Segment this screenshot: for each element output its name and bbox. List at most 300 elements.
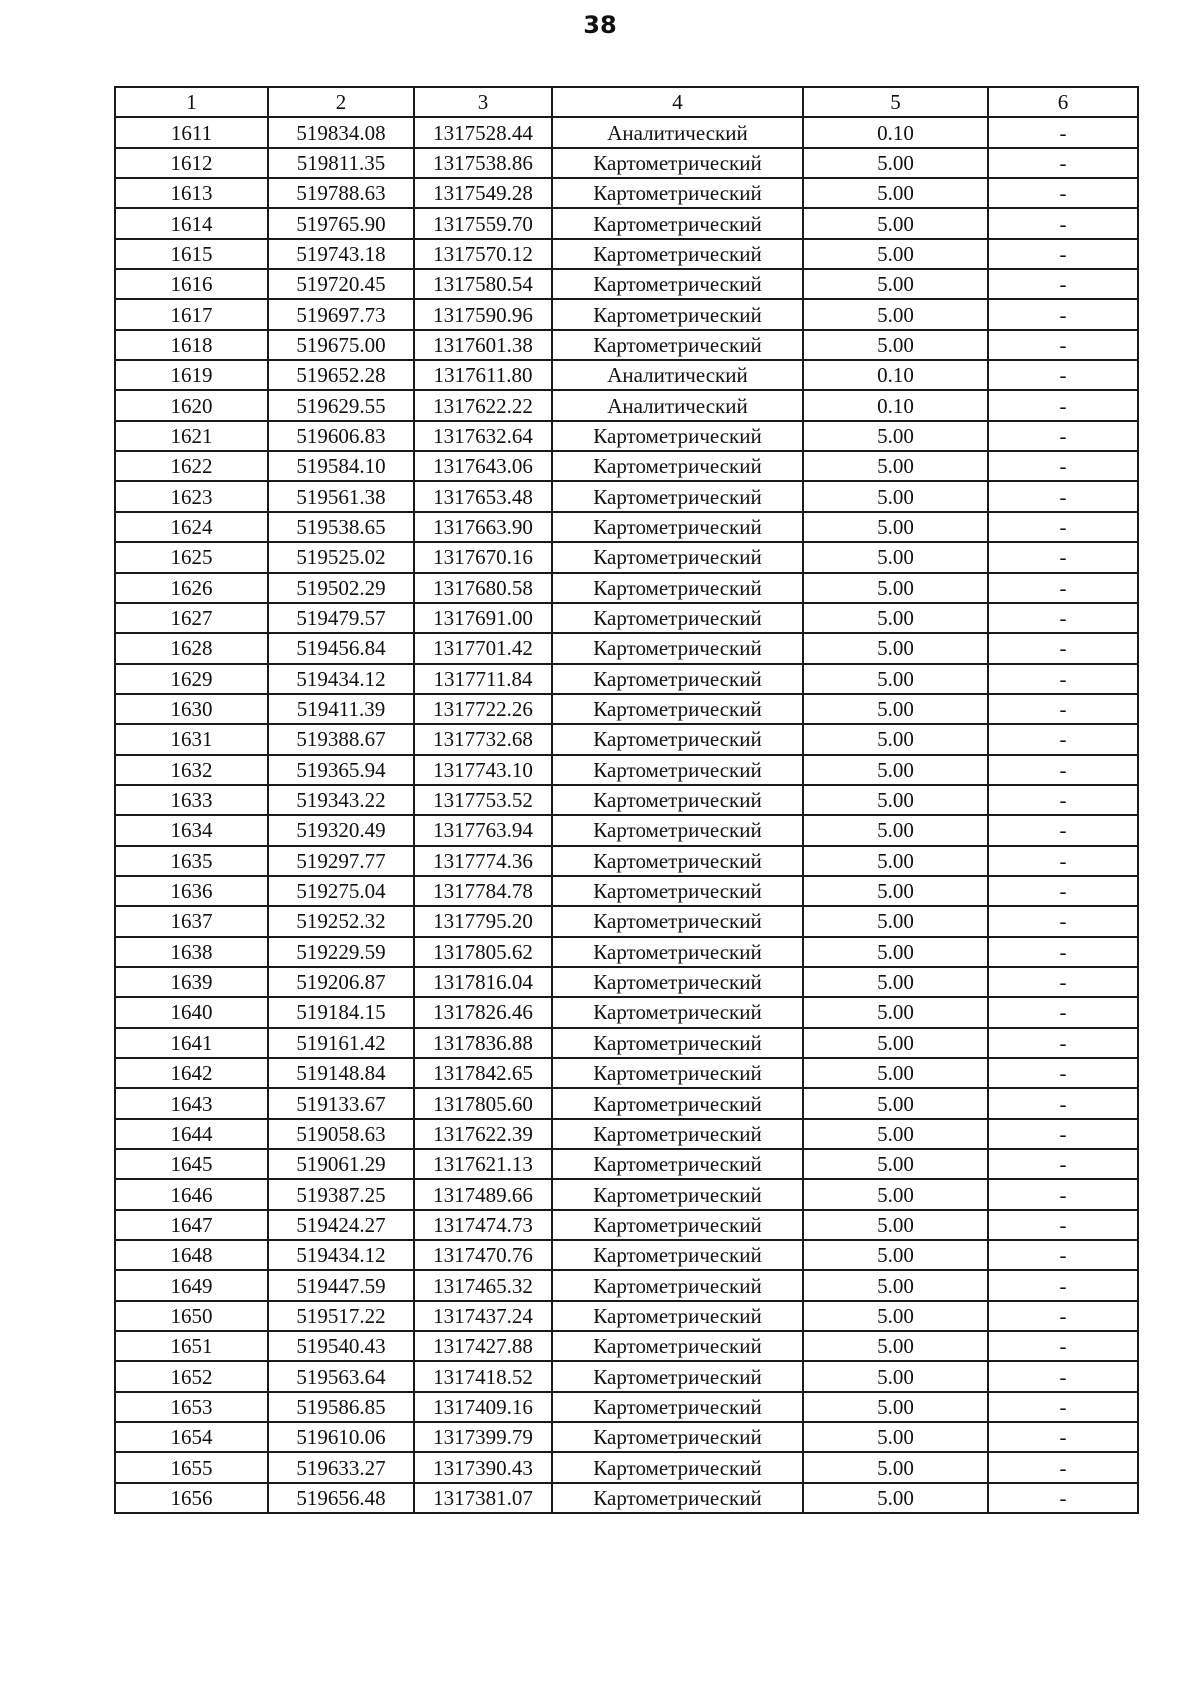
point-number-cell: 1640 — [115, 997, 268, 1027]
point-number-cell: 1638 — [115, 937, 268, 967]
x-coordinate-cell: 519517.22 — [268, 1301, 414, 1331]
accuracy-cell: 5.00 — [803, 1210, 988, 1240]
note-cell: - — [988, 481, 1138, 511]
table-row — [115, 269, 1138, 299]
point-number-cell: 1644 — [115, 1119, 268, 1149]
note-cell: - — [988, 633, 1138, 663]
x-coordinate-cell: 519697.73 — [268, 299, 414, 329]
table-row — [115, 603, 1138, 633]
y-coordinate-cell: 1317621.13 — [414, 1149, 552, 1179]
table-row — [115, 1119, 1138, 1149]
y-coordinate-cell: 1317580.54 — [414, 269, 552, 299]
note-cell: - — [988, 1392, 1138, 1422]
method-cell: Картометрический — [552, 1088, 803, 1118]
method-cell: Картометрический — [552, 633, 803, 663]
x-coordinate-cell: 519656.48 — [268, 1483, 414, 1513]
method-cell: Картометрический — [552, 755, 803, 785]
header-row — [115, 87, 1138, 117]
y-coordinate-cell: 1317418.52 — [414, 1361, 552, 1391]
table-row — [115, 1210, 1138, 1240]
point-number-cell: 1654 — [115, 1422, 268, 1452]
note-cell: - — [988, 1179, 1138, 1209]
note-cell: - — [988, 542, 1138, 572]
method-cell: Картометрический — [552, 451, 803, 481]
y-coordinate-cell: 1317390.43 — [414, 1452, 552, 1482]
method-cell: Картометрический — [552, 330, 803, 360]
table-row — [115, 724, 1138, 754]
table-row — [115, 1331, 1138, 1361]
note-cell: - — [988, 421, 1138, 451]
point-number-cell: 1636 — [115, 876, 268, 906]
table-row — [115, 633, 1138, 663]
point-number-cell: 1620 — [115, 390, 268, 420]
point-number-cell: 1642 — [115, 1058, 268, 1088]
note-cell: - — [988, 117, 1138, 147]
method-cell: Картометрический — [552, 1179, 803, 1209]
x-coordinate-cell: 519184.15 — [268, 997, 414, 1027]
point-number-cell: 1639 — [115, 967, 268, 997]
note-cell: - — [988, 1058, 1138, 1088]
table-row — [115, 906, 1138, 936]
method-cell: Картометрический — [552, 1270, 803, 1300]
column-header-1: 1 — [115, 87, 268, 117]
note-cell: - — [988, 390, 1138, 420]
y-coordinate-cell: 1317427.88 — [414, 1331, 552, 1361]
point-number-cell: 1655 — [115, 1452, 268, 1482]
method-cell: Картометрический — [552, 846, 803, 876]
point-number-cell: 1641 — [115, 1028, 268, 1058]
table-row — [115, 1361, 1138, 1391]
y-coordinate-cell: 1317381.07 — [414, 1483, 552, 1513]
note-cell: - — [988, 1361, 1138, 1391]
x-coordinate-cell: 519584.10 — [268, 451, 414, 481]
point-number-cell: 1648 — [115, 1240, 268, 1270]
point-number-cell: 1647 — [115, 1210, 268, 1240]
x-coordinate-cell: 519297.77 — [268, 846, 414, 876]
x-coordinate-cell: 519540.43 — [268, 1331, 414, 1361]
note-cell: - — [988, 937, 1138, 967]
table-row — [115, 694, 1138, 724]
method-cell: Картометрический — [552, 603, 803, 633]
point-number-cell: 1611 — [115, 117, 268, 147]
method-cell: Картометрический — [552, 815, 803, 845]
accuracy-cell: 5.00 — [803, 1361, 988, 1391]
y-coordinate-cell: 1317826.46 — [414, 997, 552, 1027]
method-cell: Картометрический — [552, 1422, 803, 1452]
accuracy-cell: 5.00 — [803, 876, 988, 906]
accuracy-cell: 5.00 — [803, 664, 988, 694]
method-cell: Картометрический — [552, 421, 803, 451]
y-coordinate-cell: 1317528.44 — [414, 117, 552, 147]
x-coordinate-cell: 519586.85 — [268, 1392, 414, 1422]
table-row — [115, 1301, 1138, 1331]
point-number-cell: 1615 — [115, 239, 268, 269]
y-coordinate-cell: 1317549.28 — [414, 178, 552, 208]
method-cell: Картометрический — [552, 1452, 803, 1482]
method-cell: Картометрический — [552, 785, 803, 815]
y-coordinate-cell: 1317590.96 — [414, 299, 552, 329]
table-row — [115, 785, 1138, 815]
x-coordinate-cell: 519633.27 — [268, 1452, 414, 1482]
method-cell: Картометрический — [552, 481, 803, 511]
y-coordinate-cell: 1317732.68 — [414, 724, 552, 754]
y-coordinate-cell: 1317711.84 — [414, 664, 552, 694]
method-cell: Картометрический — [552, 694, 803, 724]
x-coordinate-cell: 519058.63 — [268, 1119, 414, 1149]
y-coordinate-cell: 1317601.38 — [414, 330, 552, 360]
x-coordinate-cell: 519610.06 — [268, 1422, 414, 1452]
table-row — [115, 846, 1138, 876]
point-number-cell: 1635 — [115, 846, 268, 876]
note-cell: - — [988, 451, 1138, 481]
accuracy-cell: 5.00 — [803, 1270, 988, 1300]
x-coordinate-cell: 519743.18 — [268, 239, 414, 269]
note-cell: - — [988, 330, 1138, 360]
point-number-cell: 1630 — [115, 694, 268, 724]
y-coordinate-cell: 1317680.58 — [414, 573, 552, 603]
accuracy-cell: 5.00 — [803, 1028, 988, 1058]
x-coordinate-cell: 519629.55 — [268, 390, 414, 420]
accuracy-cell: 5.00 — [803, 1088, 988, 1118]
method-cell: Картометрический — [552, 1361, 803, 1391]
y-coordinate-cell: 1317399.79 — [414, 1422, 552, 1452]
x-coordinate-cell: 519447.59 — [268, 1270, 414, 1300]
table-body — [115, 117, 1138, 1513]
accuracy-cell: 5.00 — [803, 1392, 988, 1422]
note-cell: - — [988, 1119, 1138, 1149]
point-number-cell: 1621 — [115, 421, 268, 451]
accuracy-cell: 0.10 — [803, 390, 988, 420]
accuracy-cell: 5.00 — [803, 542, 988, 572]
note-cell: - — [988, 1483, 1138, 1513]
x-coordinate-cell: 519206.87 — [268, 967, 414, 997]
table-row — [115, 997, 1138, 1027]
method-cell: Картометрический — [552, 1331, 803, 1361]
x-coordinate-cell: 519148.84 — [268, 1058, 414, 1088]
point-number-cell: 1624 — [115, 512, 268, 542]
point-number-cell: 1623 — [115, 481, 268, 511]
table-row — [115, 148, 1138, 178]
table-row — [115, 573, 1138, 603]
x-coordinate-cell: 519161.42 — [268, 1028, 414, 1058]
x-coordinate-cell: 519606.83 — [268, 421, 414, 451]
accuracy-cell: 5.00 — [803, 997, 988, 1027]
point-number-cell: 1656 — [115, 1483, 268, 1513]
note-cell: - — [988, 208, 1138, 238]
accuracy-cell: 5.00 — [803, 967, 988, 997]
x-coordinate-cell: 519652.28 — [268, 360, 414, 390]
x-coordinate-cell: 519275.04 — [268, 876, 414, 906]
y-coordinate-cell: 1317701.42 — [414, 633, 552, 663]
point-number-cell: 1614 — [115, 208, 268, 238]
table-row — [115, 1088, 1138, 1118]
table-row — [115, 239, 1138, 269]
note-cell: - — [988, 269, 1138, 299]
accuracy-cell: 5.00 — [803, 573, 988, 603]
note-cell: - — [988, 573, 1138, 603]
table-row — [115, 117, 1138, 147]
table-row — [115, 1149, 1138, 1179]
note-cell: - — [988, 1422, 1138, 1452]
x-coordinate-cell: 519434.12 — [268, 1240, 414, 1270]
method-cell: Картометрический — [552, 1149, 803, 1179]
method-cell: Картометрический — [552, 542, 803, 572]
accuracy-cell: 5.00 — [803, 421, 988, 451]
method-cell: Картометрический — [552, 1119, 803, 1149]
point-number-cell: 1626 — [115, 573, 268, 603]
accuracy-cell: 5.00 — [803, 815, 988, 845]
note-cell: - — [988, 360, 1138, 390]
accuracy-cell: 5.00 — [803, 755, 988, 785]
accuracy-cell: 5.00 — [803, 1452, 988, 1482]
y-coordinate-cell: 1317559.70 — [414, 208, 552, 238]
y-coordinate-cell: 1317465.32 — [414, 1270, 552, 1300]
x-coordinate-cell: 519834.08 — [268, 117, 414, 147]
accuracy-cell: 5.00 — [803, 512, 988, 542]
y-coordinate-cell: 1317743.10 — [414, 755, 552, 785]
accuracy-cell: 5.00 — [803, 1483, 988, 1513]
note-cell: - — [988, 1452, 1138, 1482]
table-row — [115, 1028, 1138, 1058]
point-number-cell: 1612 — [115, 148, 268, 178]
method-cell: Картометрический — [552, 148, 803, 178]
method-cell: Картометрический — [552, 573, 803, 603]
y-coordinate-cell: 1317622.39 — [414, 1119, 552, 1149]
table-row — [115, 451, 1138, 481]
accuracy-cell: 5.00 — [803, 1301, 988, 1331]
accuracy-cell: 5.00 — [803, 1119, 988, 1149]
note-cell: - — [988, 1028, 1138, 1058]
y-coordinate-cell: 1317538.86 — [414, 148, 552, 178]
point-number-cell: 1619 — [115, 360, 268, 390]
y-coordinate-cell: 1317570.12 — [414, 239, 552, 269]
method-cell: Аналитический — [552, 390, 803, 420]
point-number-cell: 1646 — [115, 1179, 268, 1209]
x-coordinate-cell: 519365.94 — [268, 755, 414, 785]
method-cell: Картометрический — [552, 967, 803, 997]
x-coordinate-cell: 519229.59 — [268, 937, 414, 967]
y-coordinate-cell: 1317622.22 — [414, 390, 552, 420]
x-coordinate-cell: 519765.90 — [268, 208, 414, 238]
note-cell: - — [988, 755, 1138, 785]
note-cell: - — [988, 1270, 1138, 1300]
note-cell: - — [988, 997, 1138, 1027]
table-row — [115, 390, 1138, 420]
method-cell: Картометрический — [552, 208, 803, 238]
note-cell: - — [988, 1331, 1138, 1361]
y-coordinate-cell: 1317722.26 — [414, 694, 552, 724]
accuracy-cell: 0.10 — [803, 117, 988, 147]
table-row — [115, 330, 1138, 360]
x-coordinate-cell: 519320.49 — [268, 815, 414, 845]
point-number-cell: 1632 — [115, 755, 268, 785]
method-cell: Картометрический — [552, 1210, 803, 1240]
table-row — [115, 360, 1138, 390]
x-coordinate-cell: 519343.22 — [268, 785, 414, 815]
note-cell: - — [988, 906, 1138, 936]
x-coordinate-cell: 519424.27 — [268, 1210, 414, 1240]
table-row — [115, 1240, 1138, 1270]
table-row — [115, 1270, 1138, 1300]
accuracy-cell: 5.00 — [803, 724, 988, 754]
y-coordinate-cell: 1317795.20 — [414, 906, 552, 936]
point-number-cell: 1653 — [115, 1392, 268, 1422]
y-coordinate-cell: 1317753.52 — [414, 785, 552, 815]
x-coordinate-cell: 519788.63 — [268, 178, 414, 208]
table-row — [115, 1452, 1138, 1482]
column-header-3: 3 — [414, 87, 552, 117]
accuracy-cell: 5.00 — [803, 906, 988, 936]
accuracy-cell: 5.00 — [803, 694, 988, 724]
note-cell: - — [988, 664, 1138, 694]
x-coordinate-cell: 519456.84 — [268, 633, 414, 663]
note-cell: - — [988, 1088, 1138, 1118]
method-cell: Картометрический — [552, 1240, 803, 1270]
point-number-cell: 1618 — [115, 330, 268, 360]
method-cell: Картометрический — [552, 1483, 803, 1513]
accuracy-cell: 5.00 — [803, 937, 988, 967]
note-cell: - — [988, 785, 1138, 815]
method-cell: Картометрический — [552, 1058, 803, 1088]
point-number-cell: 1625 — [115, 542, 268, 572]
note-cell: - — [988, 724, 1138, 754]
accuracy-cell: 5.00 — [803, 1422, 988, 1452]
point-number-cell: 1629 — [115, 664, 268, 694]
accuracy-cell: 5.00 — [803, 299, 988, 329]
method-cell: Картометрический — [552, 1301, 803, 1331]
x-coordinate-cell: 519061.29 — [268, 1149, 414, 1179]
x-coordinate-cell: 519252.32 — [268, 906, 414, 936]
y-coordinate-cell: 1317632.64 — [414, 421, 552, 451]
x-coordinate-cell: 519538.65 — [268, 512, 414, 542]
y-coordinate-cell: 1317805.62 — [414, 937, 552, 967]
method-cell: Картометрический — [552, 997, 803, 1027]
note-cell: - — [988, 239, 1138, 269]
y-coordinate-cell: 1317611.80 — [414, 360, 552, 390]
table-row — [115, 512, 1138, 542]
accuracy-cell: 5.00 — [803, 1331, 988, 1361]
point-number-cell: 1627 — [115, 603, 268, 633]
accuracy-cell: 5.00 — [803, 1149, 988, 1179]
x-coordinate-cell: 519388.67 — [268, 724, 414, 754]
accuracy-cell: 5.00 — [803, 846, 988, 876]
accuracy-cell: 5.00 — [803, 481, 988, 511]
accuracy-cell: 5.00 — [803, 451, 988, 481]
point-number-cell: 1649 — [115, 1270, 268, 1300]
accuracy-cell: 5.00 — [803, 269, 988, 299]
accuracy-cell: 5.00 — [803, 785, 988, 815]
method-cell: Картометрический — [552, 269, 803, 299]
method-cell: Картометрический — [552, 512, 803, 542]
y-coordinate-cell: 1317643.06 — [414, 451, 552, 481]
table-row — [115, 421, 1138, 451]
x-coordinate-cell: 519525.02 — [268, 542, 414, 572]
table-row — [115, 1179, 1138, 1209]
method-cell: Картометрический — [552, 906, 803, 936]
column-header-4: 4 — [552, 87, 803, 117]
accuracy-cell: 5.00 — [803, 633, 988, 663]
method-cell: Картометрический — [552, 1028, 803, 1058]
accuracy-cell: 5.00 — [803, 239, 988, 269]
point-number-cell: 1616 — [115, 269, 268, 299]
x-coordinate-cell: 519561.38 — [268, 481, 414, 511]
point-number-cell: 1637 — [115, 906, 268, 936]
y-coordinate-cell: 1317842.65 — [414, 1058, 552, 1088]
table-row — [115, 1422, 1138, 1452]
table-header — [115, 87, 1138, 117]
method-cell: Картометрический — [552, 239, 803, 269]
table-row — [115, 178, 1138, 208]
method-cell: Аналитический — [552, 360, 803, 390]
accuracy-cell: 0.10 — [803, 360, 988, 390]
accuracy-cell: 5.00 — [803, 1179, 988, 1209]
table-row — [115, 299, 1138, 329]
table-row — [115, 876, 1138, 906]
y-coordinate-cell: 1317437.24 — [414, 1301, 552, 1331]
y-coordinate-cell: 1317836.88 — [414, 1028, 552, 1058]
x-coordinate-cell: 519479.57 — [268, 603, 414, 633]
table-row — [115, 542, 1138, 572]
page-number: 38 — [583, 11, 617, 39]
note-cell: - — [988, 299, 1138, 329]
point-number-cell: 1628 — [115, 633, 268, 663]
x-coordinate-cell: 519434.12 — [268, 664, 414, 694]
y-coordinate-cell: 1317653.48 — [414, 481, 552, 511]
x-coordinate-cell: 519720.45 — [268, 269, 414, 299]
point-number-cell: 1634 — [115, 815, 268, 845]
method-cell: Картометрический — [552, 299, 803, 329]
x-coordinate-cell: 519411.39 — [268, 694, 414, 724]
y-coordinate-cell: 1317474.73 — [414, 1210, 552, 1240]
point-number-cell: 1652 — [115, 1361, 268, 1391]
coordinates-table — [114, 86, 1139, 1514]
note-cell: - — [988, 1301, 1138, 1331]
x-coordinate-cell: 519502.29 — [268, 573, 414, 603]
table-row — [115, 664, 1138, 694]
x-coordinate-cell: 519133.67 — [268, 1088, 414, 1118]
accuracy-cell: 5.00 — [803, 178, 988, 208]
y-coordinate-cell: 1317489.66 — [414, 1179, 552, 1209]
column-header-2: 2 — [268, 87, 414, 117]
method-cell: Аналитический — [552, 117, 803, 147]
y-coordinate-cell: 1317763.94 — [414, 815, 552, 845]
column-header-5: 5 — [803, 87, 988, 117]
table-row — [115, 481, 1138, 511]
table-row — [115, 1392, 1138, 1422]
y-coordinate-cell: 1317409.16 — [414, 1392, 552, 1422]
accuracy-cell: 5.00 — [803, 603, 988, 633]
point-number-cell: 1643 — [115, 1088, 268, 1118]
method-cell: Картометрический — [552, 664, 803, 694]
note-cell: - — [988, 512, 1138, 542]
y-coordinate-cell: 1317816.04 — [414, 967, 552, 997]
method-cell: Картометрический — [552, 724, 803, 754]
y-coordinate-cell: 1317670.16 — [414, 542, 552, 572]
accuracy-cell: 5.00 — [803, 330, 988, 360]
table-row — [115, 967, 1138, 997]
column-header-6: 6 — [988, 87, 1138, 117]
table-row — [115, 937, 1138, 967]
accuracy-cell: 5.00 — [803, 1240, 988, 1270]
x-coordinate-cell: 519811.35 — [268, 148, 414, 178]
note-cell: - — [988, 967, 1138, 997]
note-cell: - — [988, 694, 1138, 724]
point-number-cell: 1617 — [115, 299, 268, 329]
table-row — [115, 1483, 1138, 1513]
point-number-cell: 1633 — [115, 785, 268, 815]
x-coordinate-cell: 519387.25 — [268, 1179, 414, 1209]
method-cell: Картометрический — [552, 876, 803, 906]
